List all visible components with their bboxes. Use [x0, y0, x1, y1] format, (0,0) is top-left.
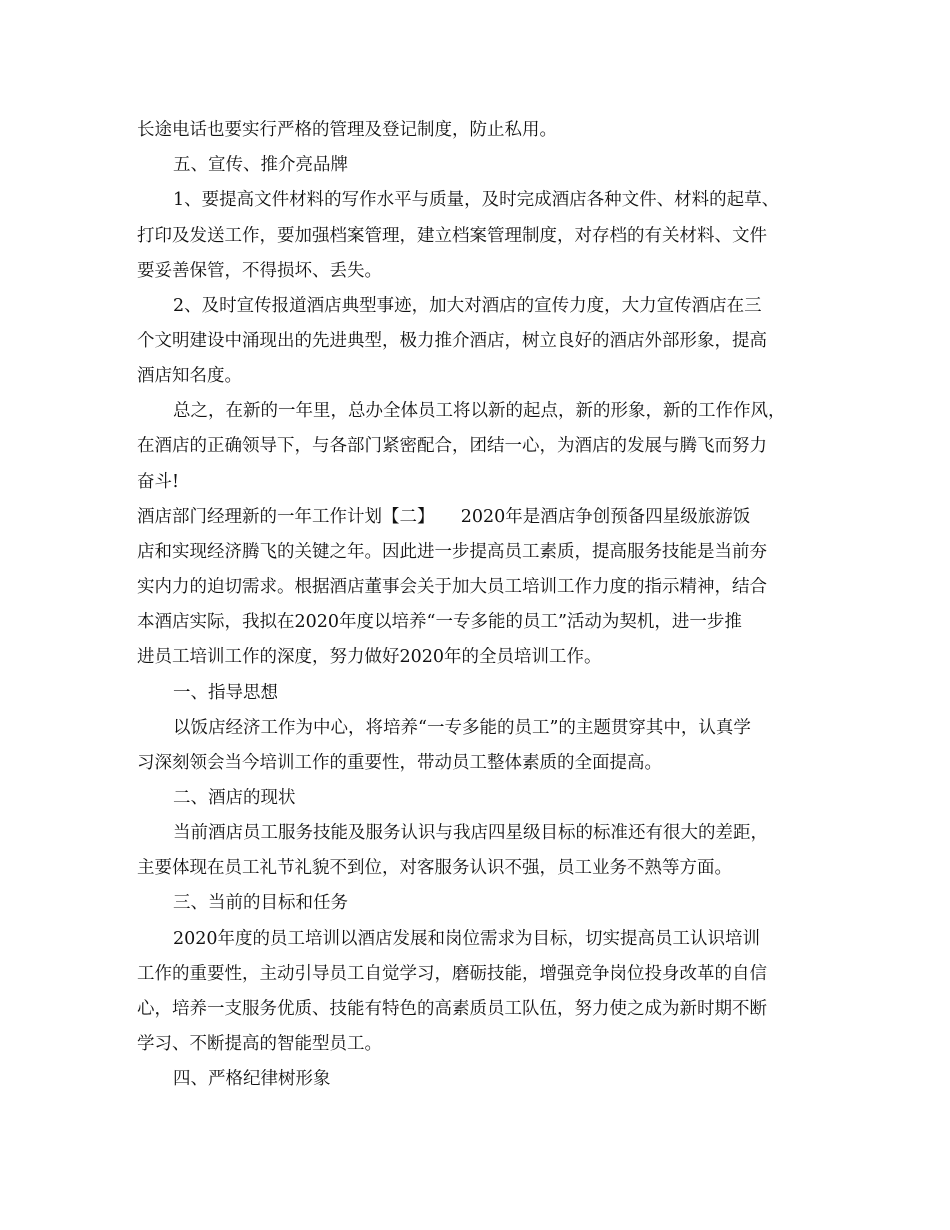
section-heading: 二、酒店的现状 [173, 788, 296, 808]
text-line: 总之，在新的一年里，总办全体员工将以新的起点，新的形象，新的工作作风， [173, 401, 786, 421]
plan-title-line: 酒店部门经理新的一年工作计划【二】 2020年是酒店争创预备四星级旅游饭 [137, 507, 751, 527]
text-line: 习深刻领会当今培训工作的重要性，带动员工整体素质的全面提高。 [137, 753, 662, 773]
section-heading: 三、当前的目标和任务 [173, 893, 348, 913]
text-line: 心，培养一支服务优质、技能有特色的高素质员工队伍，努力使之成为新时期不断 [137, 999, 767, 1019]
text-line: 2020年度的员工培训以酒店发展和岗位需求为目标，切实提高员工认识培训 [173, 929, 761, 949]
text-line: 以饭店经济工作为中心，将培养“一专多能的员工”的主题贯穿其中，认真学 [173, 718, 751, 738]
text-line: 个文明建设中涌现出的先进典型，极力推介酒店，树立良好的酒店外部形象，提高 [137, 331, 767, 351]
section-heading: 四、严格纪律树形象 [173, 1069, 331, 1089]
section-heading: 一、指导思想 [173, 683, 278, 703]
text-line: 学习、不断提高的智能型员工。 [137, 1034, 382, 1054]
text-line: 长途电话也要实行严格的管理及登记制度，防止私用。 [137, 120, 557, 140]
text-line: 当前酒店员工服务技能及服务认识与我店四星级目标的标准还有很大的差距， [173, 823, 768, 843]
text-line: 实内力的迫切需求。根据酒店董事会关于加大员工培训工作力度的指示精神，结合 [137, 577, 767, 597]
text-line: 主要体现在员工礼节礼貌不到位，对客服务认识不强，员工业务不熟等方面。 [137, 858, 732, 878]
text-line: 2、及时宣传报道酒店典型事迹，加大对酒店的宣传力度，大力宣传酒店在三 [173, 296, 762, 316]
text-line: 奋斗! [137, 472, 180, 492]
text-line: 店和实现经济腾飞的关键之年。因此进一步提高员工素质，提高服务技能是当前夯 [137, 542, 767, 562]
text-line: 本酒店实际，我拟在2020年度以培养“一专多能的员工”活动为契机，进一步推 [137, 612, 742, 632]
section-heading: 五、宣传、推介亮品牌 [173, 155, 348, 175]
text-line: 1、要提高文件材料的写作水平与质量，及时完成酒店各种文件、材料的起草、 [173, 190, 780, 210]
text-line: 进员工培训工作的深度，努力做好2020年的全员培训工作。 [137, 647, 602, 667]
text-line: 打印及发送工作，要加强档案管理，建立档案管理制度，对存档的有关材料、文件 [137, 226, 767, 246]
text-line: 酒店知名度。 [137, 366, 242, 386]
text-line: 要妥善保管，不得损坏、丢失。 [137, 261, 382, 281]
text-line: 在酒店的正确领导下，与各部门紧密配合，团结一心，为酒店的发展与腾飞而努力 [137, 436, 767, 456]
text-line: 工作的重要性，主动引导员工自觉学习，磨砺技能，增强竞争岗位投身改革的自信 [137, 964, 767, 984]
